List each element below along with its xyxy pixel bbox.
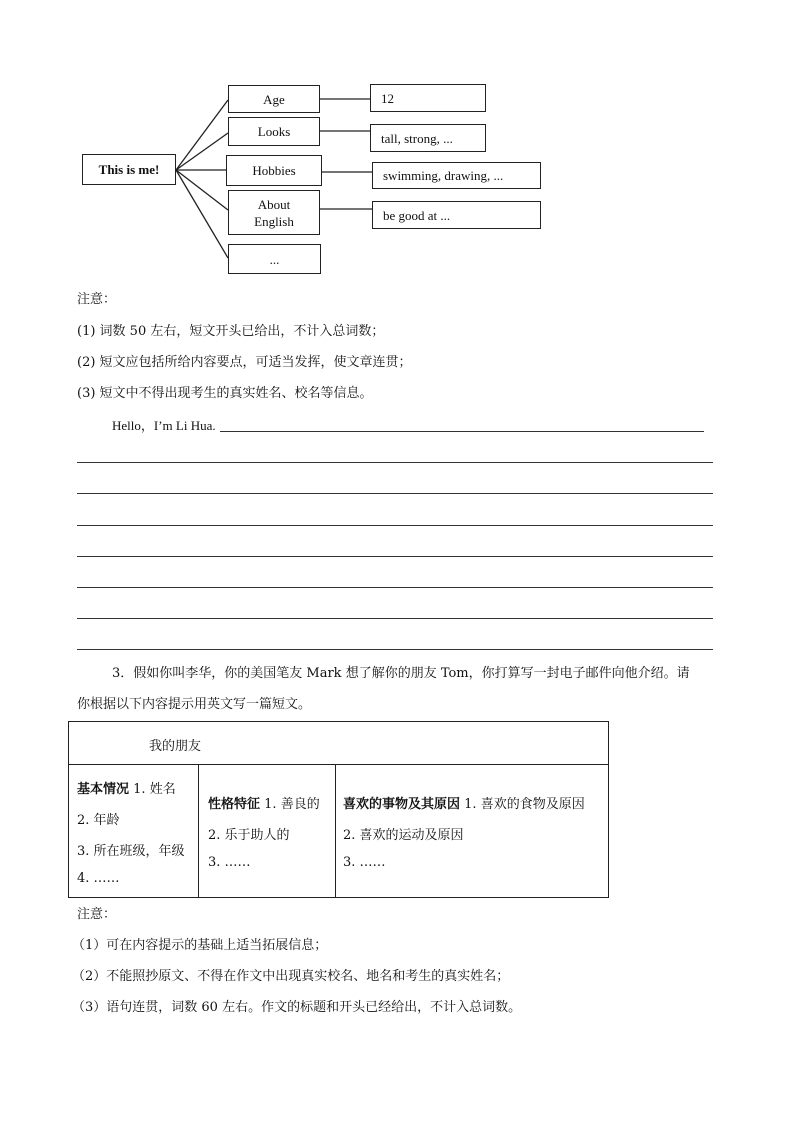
writing-line[interactable]: [77, 587, 713, 588]
mindmap-value-looks: tall, strong, ...: [370, 124, 486, 152]
cell-line: [343, 793, 585, 812]
personality-head: 性格特征: [208, 797, 261, 812]
basic-info-line: 1. 姓名: [133, 782, 176, 797]
cell-line: [208, 793, 320, 812]
personality-line: 1. 善良的: [264, 797, 320, 812]
mindmap-center-box: This is me!: [82, 154, 176, 185]
mindmap-branch-hobbies: Hobbies: [226, 155, 322, 186]
notes1-item-3: (3) 短文中不得出现考生的真实姓名、校名等信息。: [77, 386, 373, 401]
basic-info-line: 4. ……: [77, 871, 120, 886]
notes2-heading: 注意：: [77, 907, 117, 922]
about-english-line2: English: [254, 213, 294, 229]
mindmap-branch-age: Age: [228, 85, 320, 113]
table-cell-personality: [199, 764, 335, 897]
likes-line: 1. 喜欢的食物及原因: [464, 797, 585, 812]
cell-line: [77, 778, 176, 797]
writing-line-first[interactable]: [220, 431, 704, 432]
likes-head: 喜欢的事物及其原因: [343, 797, 461, 812]
personality-line: 3. ……: [208, 855, 251, 870]
table-title: 我的朋友: [149, 739, 202, 754]
notes2-item-1: （1）可在内容提示的基础上适当拓展信息；: [72, 938, 328, 953]
notes1-item-2: (2) 短文应包括所给内容要点，可适当发挥，使文章连贯；: [77, 355, 412, 370]
writing-line[interactable]: [77, 462, 713, 463]
writing-opening: Hello，I’m Li Hua.: [112, 418, 216, 433]
question3-line1: 3．假如你叫李华，你的美国笔友 Mark 想了解你的朋友 Tom，你打算写一封电子邮件向他介绍。请: [112, 666, 690, 681]
basic-info-line: 2. 年龄: [77, 813, 120, 828]
table-title-row: [69, 722, 608, 765]
writing-line[interactable]: [77, 649, 713, 650]
personality-line: 2. 乐于助人的: [208, 828, 290, 843]
likes-line: 2. 喜欢的运动及原因: [343, 828, 464, 843]
question3-line2: 你根据以下内容提示用英文写一篇短文。: [77, 697, 312, 712]
mindmap-value-about-english: be good at ...: [372, 201, 541, 229]
table-cell-basic-info: [69, 764, 198, 897]
writing-line[interactable]: [77, 493, 713, 494]
basic-info-line: 3. 所在班级，年级: [77, 844, 185, 859]
notes1-heading: 注意：: [77, 292, 117, 307]
mindmap-branch-more: ...: [228, 244, 321, 274]
notes1-item-1: (1) 词数 50 左右，短文开头已给出，不计入总词数；: [77, 324, 385, 339]
about-english-line1: About: [257, 196, 291, 212]
notes2-item-3: （3）语句连贯，词数 60 左右。作文的标题和开头已经给出，不计入总词数。: [72, 1000, 522, 1015]
content-prompt-table: [68, 721, 609, 898]
likes-line: 3. ……: [343, 855, 386, 870]
mindmap-value-hobbies: swimming, drawing, ...: [372, 162, 541, 189]
table-cell-likes: [336, 764, 608, 897]
writing-line[interactable]: [77, 556, 713, 557]
notes2-item-2: （2）不能照抄原文、不得在作文中出现真实校名、地名和考生的真实姓名；: [72, 969, 510, 984]
writing-line[interactable]: [77, 618, 713, 619]
basic-info-head: 基本情况: [77, 782, 130, 797]
writing-line[interactable]: [77, 525, 713, 526]
mindmap-branch-looks: Looks: [228, 117, 320, 146]
mindmap-branch-about-english: [228, 190, 320, 235]
mindmap-value-age: 12: [370, 84, 486, 112]
